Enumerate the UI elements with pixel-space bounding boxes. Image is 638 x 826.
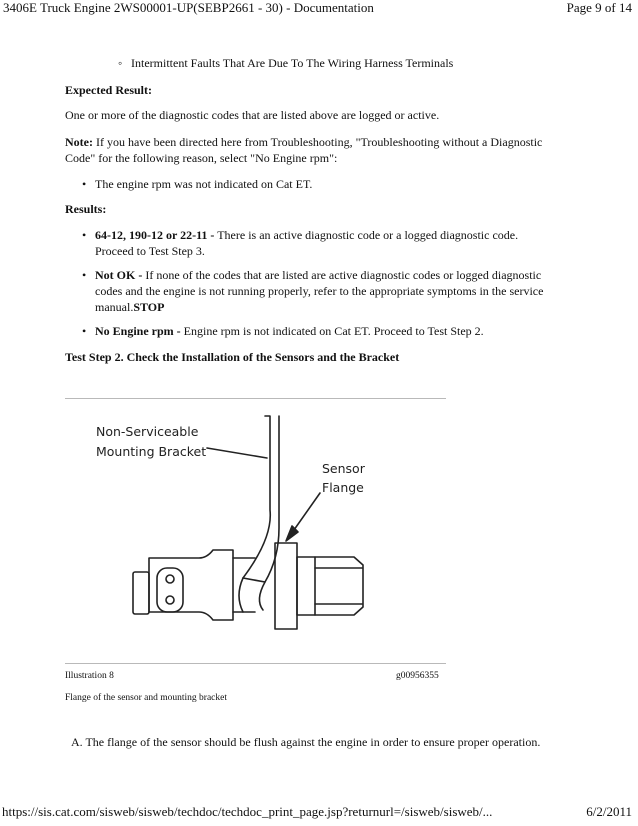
- sensor-label-line-1: Sensor: [322, 461, 365, 476]
- note-label: Note:: [65, 135, 93, 149]
- result-code-label: 64-12, 190-12 or 22-11 -: [95, 228, 215, 242]
- illustration-label: Illustration 8: [65, 671, 114, 681]
- stop-label: STOP: [133, 300, 165, 314]
- result-item: [95, 323, 484, 339]
- bracket-shape: [243, 416, 279, 582]
- bullet-icon: •: [82, 324, 87, 338]
- illustration-code: g00956355: [396, 671, 439, 681]
- connector-pin: [166, 596, 174, 604]
- expected-heading: Expected Result:: [65, 83, 152, 97]
- sensor-shoulder: [297, 557, 315, 615]
- sensor-label-line-2: Flange: [322, 480, 364, 495]
- note-line-1: If you have been directed here from Troubleshooting, "Troubleshooting without a Diagnostic: [95, 135, 543, 149]
- result-text: If none of the codes that are listed are active diagnostic codes or logged diagnostic: [142, 268, 542, 282]
- note-bullet-text: The engine rpm was not indicated on Cat ET.: [95, 177, 313, 191]
- top-bullet-text: Intermittent Faults That Are Due To The Wiring Harness Terminals: [131, 56, 454, 70]
- hollow-bullet-icon: ◦: [118, 56, 123, 70]
- bracket-curve: [239, 578, 243, 612]
- footer-date: 6/2/2011: [586, 804, 632, 819]
- sensor-flange: [275, 543, 297, 629]
- document-title: 3406E Truck Engine 2WS00001-UP(SEBP2661 - 30) - Documentation: [3, 0, 374, 15]
- result-text: codes and the engine is not running properly, refer to the appropriate symptoms in the service: [95, 284, 544, 298]
- footer-url: https://sis.cat.com/sisweb/sisweb/techdoc/techdoc_print_page.jsp?returnurl=/sisweb/sisweb/...: [2, 804, 493, 819]
- bracket-label-line-1: Non-Serviceable: [96, 424, 199, 439]
- connector-latch: [133, 572, 149, 614]
- bracket-curve: [259, 582, 265, 610]
- connector-pin: [166, 575, 174, 583]
- page-number: Page 9 of 14: [566, 0, 632, 15]
- result-text: There is an active diagnostic code or a logged diagnostic code.: [214, 228, 519, 242]
- results-heading: Results:: [65, 202, 107, 216]
- expected-text: One or more of the diagnostic codes that are listed above are logged or active.: [65, 108, 440, 122]
- result-text: Engine rpm is not indicated on Cat ET. Proceed to Test Step 2.: [180, 324, 484, 338]
- result-text: Proceed to Test Step 3.: [95, 244, 205, 258]
- flange-arrow-head: [286, 526, 298, 541]
- step-a-text: A. The flange of the sensor should be flush against the engine in order to ensure proper operation.: [71, 735, 541, 749]
- note-paragraph: [65, 134, 542, 166]
- result-not-ok-label: Not OK -: [95, 268, 143, 282]
- bracket-label-line-2: Mounting Bracket: [96, 444, 207, 459]
- bracket-leader-line: [207, 448, 267, 458]
- result-no-rpm-label: No Engine rpm -: [95, 324, 181, 338]
- bullet-icon: •: [82, 228, 87, 242]
- result-item: [95, 267, 543, 315]
- figure-bottom-rule: [65, 663, 446, 664]
- note-line-2: Code" for the following reason, select "No Engine rpm":: [65, 151, 338, 165]
- bullet-icon: •: [82, 177, 87, 191]
- result-item: [95, 227, 518, 259]
- result-text: manual.: [95, 300, 134, 314]
- figure-top-rule: [65, 398, 446, 399]
- test-step-heading: Test Step 2. Check the Installation of the Sensors and the Bracket: [65, 350, 400, 364]
- figure-caption: Flange of the sensor and mounting bracket: [65, 693, 227, 703]
- sensor-bracket-illustration: [65, 400, 446, 662]
- sensor-tip: [315, 557, 363, 615]
- bullet-icon: •: [82, 268, 87, 282]
